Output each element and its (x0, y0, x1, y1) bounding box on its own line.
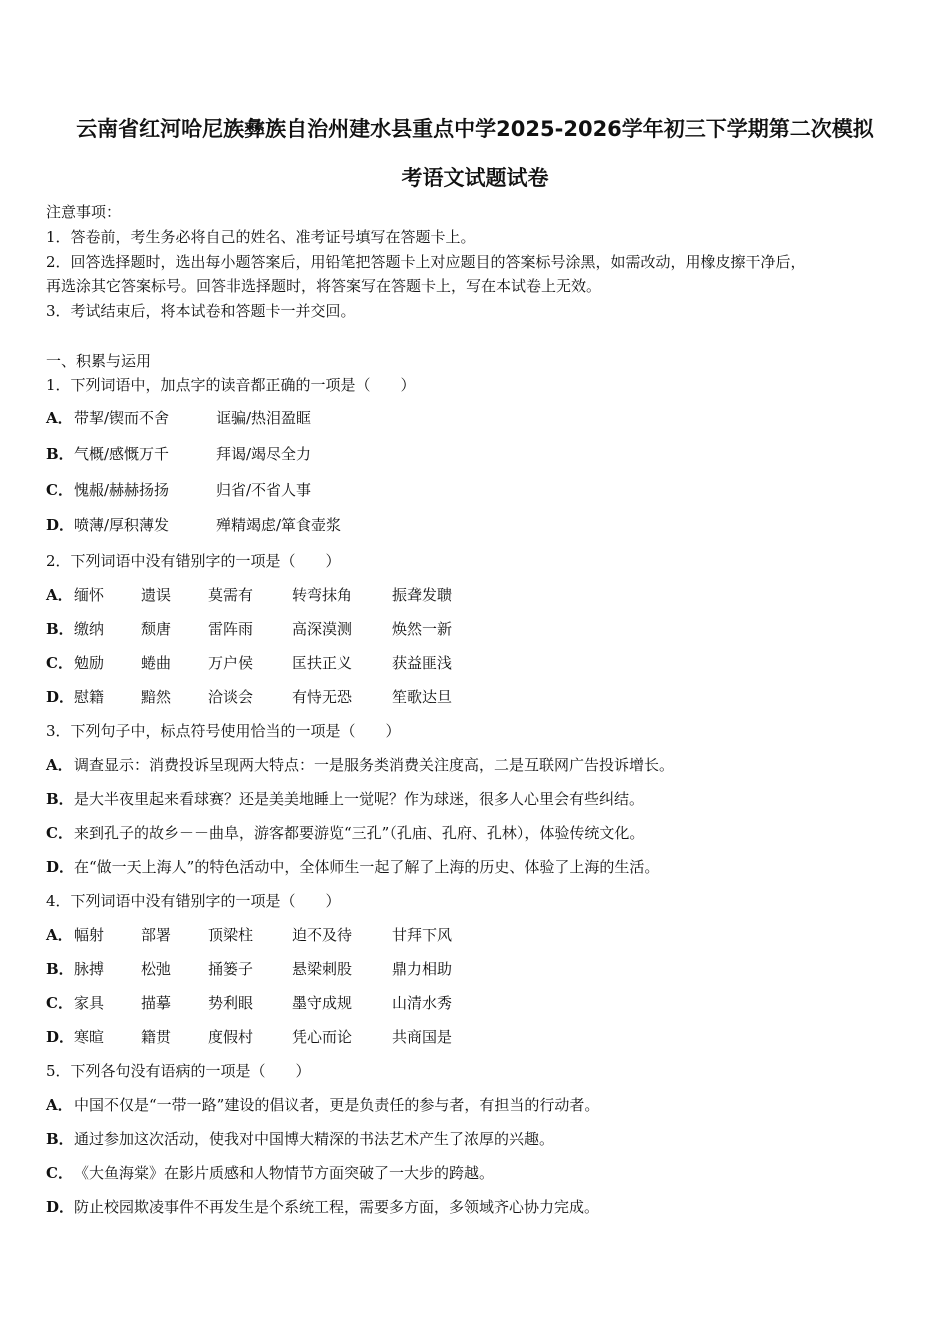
option-cell: 来到孔子的故乡－－曲阜，游客都要游览“三孔”（孔庙、孔府、孔林），体验传统文化。 (74, 824, 645, 842)
option-letter: B． (46, 445, 74, 463)
option-cell: 匡扶正义 (292, 654, 353, 672)
q1-option-c (46, 480, 311, 500)
q4-option-c (46, 993, 452, 1013)
option-cell: 家具 (74, 994, 105, 1012)
option-cell: 《大鱼海棠》在影片质感和人物情节方面突破了一大步的跨越。 (74, 1164, 495, 1182)
option-cell: 顶梁柱 (208, 926, 254, 944)
option-cell: 是大半夜里起来看球赛？还是美美地睡上一觉呢？作为球迷，很多人心里会有些纠结。 (74, 790, 645, 808)
option-cell: 脉搏 (74, 960, 105, 978)
option-letter: A． (46, 756, 73, 774)
option-letter: D． (46, 516, 75, 534)
option-cell: 获益匪浅 (392, 654, 453, 672)
option-cell: 幅射 (74, 926, 105, 944)
option-cell: 焕然一新 (392, 620, 453, 638)
option-letter: C． (46, 481, 73, 499)
option-cell: 殚精竭虑/箪食壶浆 (216, 516, 342, 534)
option-cell: 松弛 (141, 960, 172, 978)
option-letter: B． (46, 960, 74, 978)
q2-option-a (46, 585, 452, 605)
option-cell: 笙歌达旦 (392, 688, 453, 706)
option-letter: D． (46, 1198, 75, 1216)
q5-option-b (46, 1129, 554, 1149)
option-cell: 迫不及待 (292, 926, 353, 944)
option-cell: 中国不仅是“一带一路”建设的倡议者，更是负责任的参与者，有担当的行动者。 (74, 1096, 600, 1114)
option-letter: A． (46, 1096, 73, 1114)
option-cell: 高深漠测 (292, 620, 353, 638)
option-cell: 势利眼 (208, 994, 254, 1012)
option-letter: B． (46, 620, 74, 638)
option-cell: 悬梁刺股 (292, 960, 353, 978)
option-cell: 归省/不省人事 (216, 481, 312, 499)
option-letter: C． (46, 1164, 73, 1182)
notice-item-2-cont: 再选涂其它答案标号。回答非选择题时，将答案写在答题卡上，写在本试卷上无效。 (46, 277, 602, 295)
option-cell: 寒暄 (74, 1028, 105, 1046)
notice-item-3: 3．考试结束后，将本试卷和答题卡一并交回。 (46, 302, 356, 320)
option-cell: 凭心而论 (292, 1028, 353, 1046)
option-cell: 慰籍 (74, 688, 105, 706)
option-cell: 通过参加这次活动，使我对中国博大精深的书法艺术产生了浓厚的兴趣。 (74, 1130, 555, 1148)
option-cell: 部署 (141, 926, 172, 944)
notice-item-2: 2．回答选择题时，选出每小题答案后，用铅笔把答题卡上对应题目的答案标号涂黑，如需改动，用橡皮擦干净后， (46, 253, 806, 271)
q2-option-b (46, 619, 452, 639)
q5-option-d (46, 1197, 599, 1217)
option-letter: D． (46, 858, 75, 876)
q5-option-c (46, 1163, 494, 1183)
option-cell: 黯然 (141, 688, 172, 706)
option-cell: 共商国是 (392, 1028, 453, 1046)
exam-title-line1: 云南省红河哈尼族彝族自治州建水县重点中学2025-2026学年初三下学期第二次模拟 (76, 117, 874, 141)
q4-option-d (46, 1027, 452, 1047)
option-cell: 遗误 (141, 586, 172, 604)
option-cell: 度假村 (208, 1028, 254, 1046)
option-letter: C． (46, 824, 73, 842)
option-letter: C． (46, 654, 73, 672)
exam-title-line2: 考语文试题试卷 (401, 166, 549, 190)
option-letter: B． (46, 790, 74, 808)
q3-option-d (46, 857, 659, 877)
option-cell: 颓唐 (141, 620, 172, 638)
option-cell: 缅怀 (74, 586, 105, 604)
question-2-stem: 2．下列词语中没有错别字的一项是（ ） (46, 552, 341, 570)
q1-option-b (46, 444, 311, 464)
option-cell: 有恃无恐 (292, 688, 353, 706)
option-cell: 籍贯 (141, 1028, 172, 1046)
option-cell: 甘拜下风 (392, 926, 453, 944)
notice-item-1: 1．答卷前，考生务必将自己的姓名、准考证号填写在答题卡上。 (46, 228, 476, 246)
option-cell: 在“做一天上海人”的特色活动中，全体师生一起了解了上海的历史、体验了上海的生活。 (74, 858, 660, 876)
option-cell: 喷薄/厚积薄发 (74, 516, 170, 534)
q5-option-a (46, 1095, 599, 1115)
section-heading: 一、积累与运用 (46, 352, 152, 370)
question-3-stem: 3．下列句子中，标点符号使用恰当的一项是（ ） (46, 722, 401, 740)
option-cell: 拜谒/竭尽全力 (216, 445, 312, 463)
option-cell: 山清水秀 (392, 994, 453, 1012)
option-letter: D． (46, 1028, 75, 1046)
option-cell: 万户侯 (208, 654, 254, 672)
option-cell: 缴纳 (74, 620, 105, 638)
option-cell: 墨守成规 (292, 994, 353, 1012)
q1-option-a (46, 408, 311, 428)
option-cell: 鼎力相助 (392, 960, 453, 978)
question-5-stem: 5．下列各句没有语病的一项是（ ） (46, 1062, 311, 1080)
option-letter: C． (46, 994, 73, 1012)
option-cell: 雷阵雨 (208, 620, 254, 638)
option-letter: A． (46, 409, 73, 427)
q4-option-a (46, 925, 452, 945)
option-letter: A． (46, 586, 73, 604)
option-cell: 气概/感慨万千 (74, 445, 170, 463)
q3-option-c (46, 823, 644, 843)
option-cell: 转弯抹角 (292, 586, 353, 604)
q3-option-a (46, 755, 674, 775)
option-cell: 莫需有 (208, 586, 254, 604)
q2-option-c (46, 653, 452, 673)
option-cell: 勉励 (74, 654, 105, 672)
option-letter: B． (46, 1130, 74, 1148)
option-cell: 诓骗/热泪盈眶 (216, 409, 312, 427)
option-cell: 振聋发聩 (392, 586, 453, 604)
q3-option-b (46, 789, 644, 809)
q4-option-b (46, 959, 452, 979)
option-cell: 洽谈会 (208, 688, 254, 706)
question-1-stem: 1．下列词语中，加点字的读音都正确的一项是（ ） (46, 376, 416, 394)
option-cell: 蜷曲 (141, 654, 172, 672)
option-cell: 捅篓子 (208, 960, 254, 978)
q1-option-d (46, 515, 341, 535)
option-cell: 防止校园欺凌事件不再发生是个系统工程，需要多方面，多领域齐心协力完成。 (74, 1198, 600, 1216)
option-letter: A． (46, 926, 73, 944)
option-cell: 愧赧/赫赫扬扬 (74, 481, 170, 499)
option-cell: 描摹 (141, 994, 172, 1012)
option-letter: D． (46, 688, 75, 706)
q2-option-d (46, 687, 452, 707)
option-cell: 调查显示：消费投诉呈现两大特点：一是服务类消费关注度高，二是互联网广告投诉增长。 (74, 756, 675, 774)
notice-heading: 注意事项： (46, 203, 122, 221)
question-4-stem: 4．下列词语中没有错别字的一项是（ ） (46, 892, 341, 910)
option-cell: 带挈/锲而不舍 (74, 409, 170, 427)
